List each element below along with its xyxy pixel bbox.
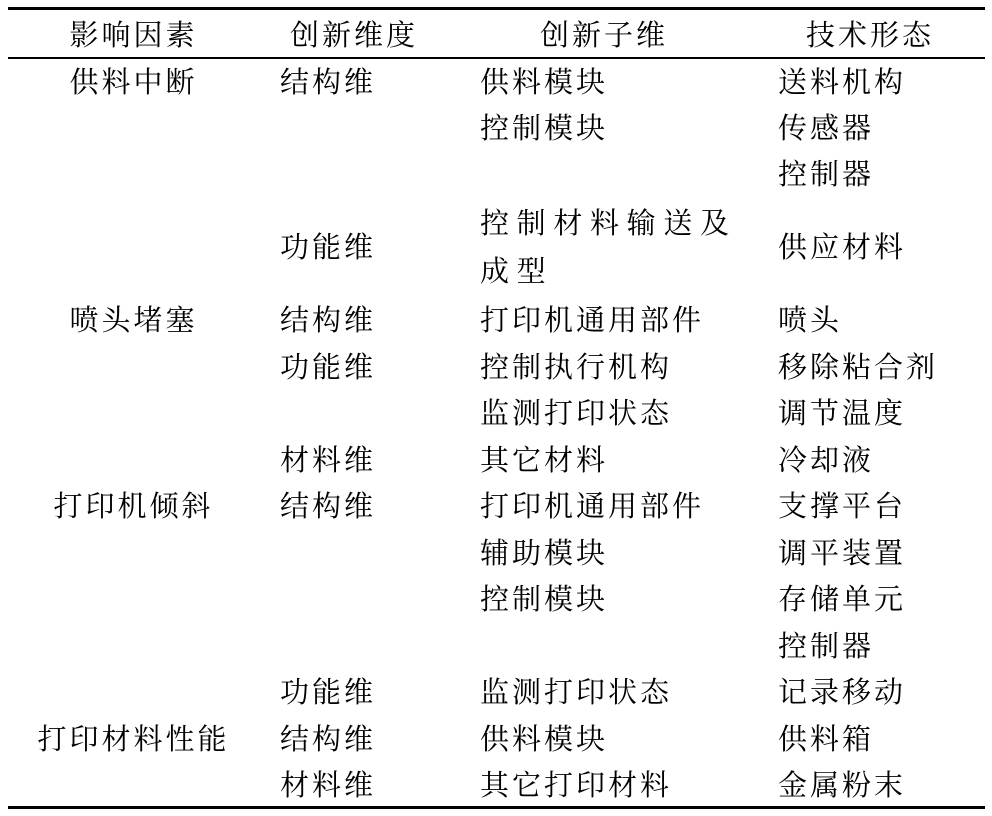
cell-dimension: 结构维 (280, 721, 377, 756)
cell-form: 控制器 (778, 157, 875, 191)
cell-form: 控制器 (778, 628, 875, 663)
cell-sub-dimension: 供料模块 (480, 721, 609, 756)
table-row (0, 344, 992, 391)
top-rule (8, 7, 985, 10)
cell-form: 供料箱 (778, 721, 875, 756)
cell-factor: 打印材料性能 (37, 721, 230, 756)
cell-sub-dimension: 控制模块 (480, 111, 609, 145)
cell-sub-dimension: 控制模块 (480, 582, 609, 616)
cell-sub-dimension: 其它打印材料 (480, 768, 673, 802)
cell-form: 送料机构 (778, 65, 907, 99)
cell-form: 移除粘合剂 (778, 349, 939, 384)
cell-dimension: 功能维 (280, 675, 377, 709)
cell-form: 存储单元 (778, 582, 907, 616)
cell-dimension: 材料维 (280, 768, 377, 802)
table-row (0, 576, 992, 623)
table-row (0, 669, 992, 716)
table-row (0, 437, 992, 484)
cell-sub-dimension: 控制材料输送及成型 (480, 206, 737, 288)
cell-dimension: 结构维 (280, 489, 377, 523)
cell-sub-dimension: 监测打印状态 (480, 675, 673, 709)
cell-dimension: 材料维 (280, 442, 377, 477)
cell-sub-dimension: 其它材料 (480, 442, 609, 477)
bottom-rule (8, 806, 985, 809)
table-header-row (0, 12, 992, 58)
cell-sub-dimension: 辅助模块 (480, 535, 609, 570)
table-row (0, 623, 992, 670)
table-row (0, 59, 992, 105)
cell-form: 支撑平台 (778, 489, 907, 523)
table-row (0, 297, 992, 344)
cell-form: 记录移动 (778, 675, 907, 709)
cell-dimension: 结构维 (280, 303, 377, 337)
table-row (0, 151, 992, 197)
cell-factor: 打印机倾斜 (53, 489, 214, 523)
cell-sub-dimension: 打印机通用部件 (480, 303, 705, 337)
table-row (0, 716, 992, 763)
header-sub-dimension: 创新子维 (540, 18, 669, 52)
cell-dimension: 功能维 (280, 349, 377, 384)
cell-sub-dimension: 打印机通用部件 (480, 489, 705, 523)
cell-factor: 喷头堵塞 (69, 303, 198, 337)
header-form: 技术形态 (806, 18, 935, 52)
cell-form: 喷头 (778, 303, 843, 337)
cell-factor: 供料中断 (69, 65, 198, 99)
cell-form: 冷却液 (778, 442, 875, 477)
table-row (0, 197, 992, 297)
header-dimension: 创新维度 (290, 18, 419, 52)
cell-form: 调平装置 (778, 535, 907, 570)
table-row (0, 105, 992, 151)
cell-dimension: 功能维 (280, 230, 377, 264)
table-row (0, 530, 992, 577)
cell-form: 调节温度 (778, 396, 907, 430)
cell-form: 金属粉末 (778, 768, 907, 802)
cell-form: 供应材料 (778, 230, 907, 264)
cell-sub-dimension: 供料模块 (480, 65, 609, 99)
cell-sub-dimension: 监测打印状态 (480, 396, 673, 430)
cell-sub-dimension: 控制执行机构 (480, 349, 673, 384)
table-row (0, 483, 992, 530)
table-row (0, 390, 992, 437)
header-factor: 影响因素 (69, 18, 198, 52)
table-row (0, 762, 992, 809)
cell-dimension: 结构维 (280, 65, 377, 99)
cell-form: 传感器 (778, 111, 875, 145)
